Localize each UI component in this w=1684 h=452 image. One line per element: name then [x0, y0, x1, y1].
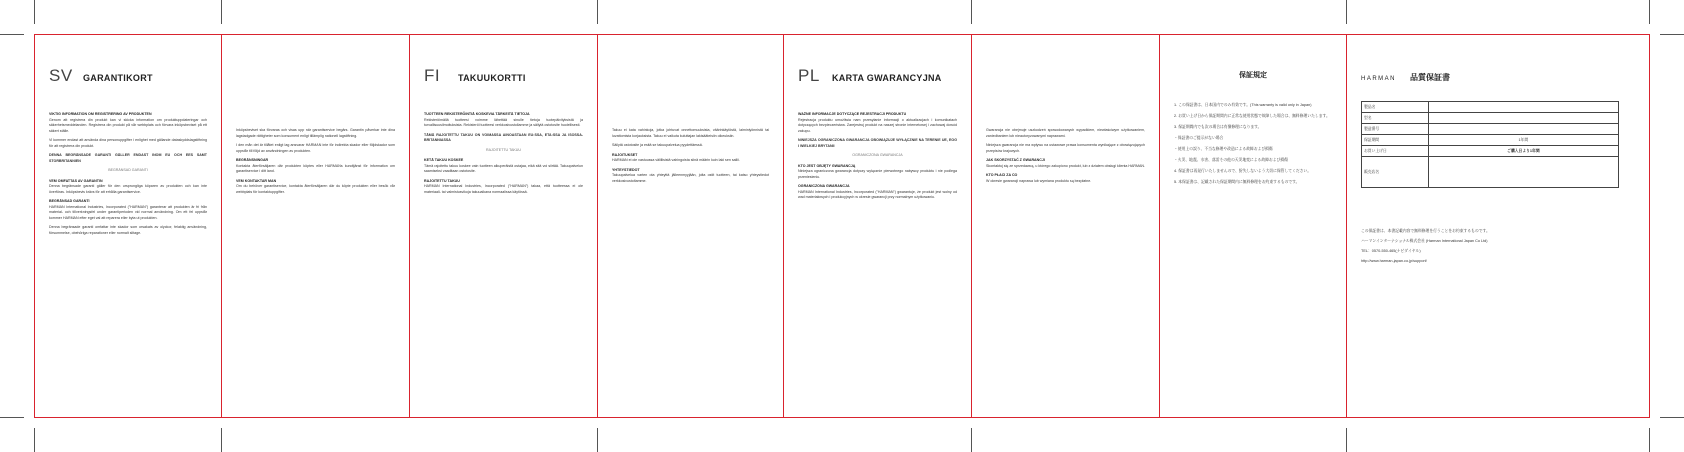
paragraph: Denna begränsade garanti gäller för den ursprungliga köparen av produkten och kan inte överföras. Inköpsbevis krävs för att erhålla garantiservice.: [49, 184, 207, 194]
paragraph: Gwarancja nie obejmuje uszkodzeń spowodowanych wypadkiem, niewłaściwym użytkowaniem, zaniedbaniem lub nieautoryzowanymi naprawami.: [986, 128, 1145, 138]
table-row: [1362, 113, 1619, 124]
section-heading: KTO JEST OBJĘTY GWARANCJĄ: [798, 163, 856, 168]
list-item: ・保証書のご提示がない場合: [1174, 136, 1224, 140]
section-heading: BEGRÄNSNINGAR: [236, 158, 269, 162]
section-caption: RAJOITETTU TAKUU: [485, 147, 521, 152]
paragraph: HARMAN International Industries, Incorporated ("HARMAN") garanterar att produkten är fri från material- och tillverkningsfel under garantiperioden vid normal användning. Om ett fel uppstår kommer HARMAN efter eget val att reparera eller byta ut produkten.: [49, 204, 207, 220]
paragraph: Säilytä ostotosite ja esitä se takuupalvelua pyydettäessä.: [612, 143, 703, 147]
panel-header: [424, 66, 583, 86]
crop-mark: [971, 428, 972, 452]
section-heading: NINIEJSZA OGRANICZONA GWARANCJA OBOWIĄZUJE WYŁĄCZNIE NA TERENIE UE, EOG I WIELKIEJ BRYTANII: [798, 138, 957, 148]
panel-jp-terms: [1160, 34, 1346, 418]
section-heading: VEM KONTAKTAR MAN: [236, 178, 277, 183]
paragraph: Vi kommer endast att använda dina personuppgifter i enlighet med gällande dataskyddslagstiftning för att registrera din produkt.: [49, 138, 207, 148]
brand-logo: HARMAN: [1361, 76, 1397, 82]
section-heading: VEM OMFATTAS AV GARANTIN: [49, 178, 103, 183]
section-caption: OGRANICZONA GWARANCJA: [852, 153, 903, 157]
section-heading: YHTEYSTIEDOT: [612, 167, 640, 172]
section-heading: VIKTIG INFORMATION OM REGISTRERING AV PRODUKTEN: [49, 112, 152, 116]
list-item: 1. この保証書は、日本国内でのみ有効です。(This warranty is valid only in Japan): [1174, 103, 1312, 107]
list-item: 3. 保証期間内でも次の場合は有償修理になります。: [1174, 125, 1262, 129]
panel-title: KARTA GWARANCYJNA: [832, 73, 942, 83]
row-value: [1428, 124, 1618, 135]
paragraph: Takuupalvelua varten ota yhteyttä jälleenmyyjään, jolta ostit tuotteen, tai katso yhteystiedot verkkosivustoltamme.: [612, 173, 769, 183]
row-label: お買い上げ日: [1362, 146, 1429, 157]
language-code: PL: [798, 66, 820, 85]
crop-mark: [34, 0, 35, 24]
body-text: [424, 112, 583, 195]
row-value: [1428, 157, 1618, 188]
section-heading: TÄMÄ RAJOITETTU TAKUU ON VOIMASSA AINOASTAAN EU:SSA, ETA:SSA JA ISOSSA-BRITANNIASSA: [424, 132, 583, 142]
paragraph: HARMAN ei ole vastuussa välillisistä vahingoista siinä määrin kuin laki sen sallii.: [612, 158, 740, 162]
crop-mark: [1346, 0, 1347, 24]
paragraph: HARMAN International Industries, Incorporated ("HARMAN") gwarantuje, że produkt jest wolny od wad materiałowych i produkcyjnych w okresie gwarancji przy normalnym użytkowaniu.: [798, 189, 957, 199]
row-label: 製造番号: [1362, 124, 1429, 135]
note-text: この保証書は、本書記載内容で無料修理を行うことをお約束するものです。: [1361, 229, 1490, 233]
paragraph: Inköpsbeviset ska förvaras och visas upp när garantiservice begärs. Garantin påverkar inte dina lagstadgade rättigheter som konsument enligt tillämplig nationell lagstiftning.: [236, 128, 395, 138]
paragraph: Skontaktuj się ze sprzedawcą, u którego zakupiono produkt, lub z działem obsługi klienta HARMAN.: [986, 163, 1146, 168]
support-url: http://www.harman-japan.co.jp/support/: [1361, 259, 1427, 263]
body-text: [798, 112, 957, 201]
panel-pl-continued: [972, 34, 1159, 418]
crop-mark: [1649, 0, 1650, 24]
crop-mark: [597, 428, 598, 452]
row-label: 製品名: [1362, 102, 1429, 113]
panel-pl: [784, 34, 971, 418]
body-text: [986, 128, 1145, 184]
paragraph: Niniejsza ograniczona gwarancja dotyczy wyłącznie pierwotnego nabywcy produktu i nie podlega przeniesieniu.: [798, 169, 957, 179]
crop-mark: [971, 0, 972, 24]
section-heading: BEGRÄNSAD GARANTI: [49, 199, 90, 203]
panel-fi-continued: [598, 34, 783, 418]
crop-mark: [221, 0, 222, 24]
row-value: [1428, 113, 1618, 124]
list-item: ・火災、地震、水害、落雷その他の天災地変による故障および損傷: [1174, 158, 1288, 162]
paragraph: Rejestracja produktu umożliwia nam przesyłanie informacji o aktualizacjach i komunikatach dotyczących bezpieczeństwa. Zarejestruj produkt na naszej stronie internetowej i zachowaj dowód zakupu.: [798, 117, 957, 133]
panel-header: [49, 66, 207, 86]
paragraph: Tämä rajoitettu takuu koskee vain tuotteen alkuperäistä ostajaa, eikä sitä voi siirtää. Takuupalvelun saamiseksi vaaditaan ostotosite.: [424, 163, 583, 173]
list-item: 2. お買い上げ日から保証期間内に正常な使用状態で故障した場合は、無料修理いたします。: [1174, 114, 1330, 118]
crop-mark: [0, 34, 24, 35]
company-name: ハーマンインターナショナル株式会社 (Harman International Japan Co Ltd): [1361, 239, 1488, 243]
table-row: [1362, 124, 1619, 135]
panel-jp-card: [1347, 34, 1649, 418]
section-heading: RAJOITUKSET: [612, 152, 638, 157]
card-title: 品質保証書: [1410, 73, 1451, 82]
table-row: [1362, 146, 1619, 157]
section-heading: WAŻNE INFORMACJE DOTYCZĄCE REJESTRACJI PRODUKTU: [798, 112, 907, 116]
crop-mark: [34, 428, 35, 452]
section-heading: KTO PŁACI ZA CO: [986, 173, 1018, 177]
language-code: FI: [424, 66, 441, 85]
paragraph: HARMAN International Industries, Incorporated ("HARMAN") takaa, että tuotteessa ei ole materiaali- tai valmistusvikoja takuuaikana normaalissa käytössä.: [424, 184, 583, 194]
row-label: 販売店名: [1362, 157, 1429, 188]
terms-list: [1174, 102, 1332, 186]
list-item: 4. 保証書は再発行いたしませんので、紛失しないよう大切に保管してください。: [1174, 169, 1312, 173]
panel-fi: [410, 34, 597, 418]
panel-sv-continued: [222, 34, 409, 418]
crop-mark: [1346, 428, 1347, 452]
card-notes: [1361, 228, 1619, 264]
table-row: [1362, 157, 1619, 188]
language-code: SV: [49, 66, 73, 85]
list-item: 5. 本保証書は、記載された保証期間内に無料修理をお約束するものです。: [1174, 180, 1300, 184]
crop-mark: [1660, 417, 1684, 418]
row-value: [1428, 102, 1618, 113]
phone-number: TEL：0570-550-465(ナビダイヤル): [1361, 249, 1421, 253]
paragraph: Kontakta återförsäljaren där produkten köptes eller HARMANs kundtjänst för information om garantiservice i ditt land.: [236, 163, 395, 173]
table-row: [1362, 102, 1619, 113]
section-heading: TUOTTEEN REKISTERÖINTIÄ KOSKEVIA TÄRKEITÄ TIETOJA: [424, 112, 530, 116]
body-text: [236, 128, 395, 195]
section-heading: KETÄ TAKUU KOSKEE: [424, 158, 464, 162]
body-text: [49, 112, 207, 236]
crop-mark: [221, 428, 222, 452]
section-heading: JAK SKORZYSTAĆ Z GWARANCJI: [986, 158, 1045, 162]
paragraph: Genom att registrera din produkt kan vi skicka information om produktuppdateringar och säkerhetsmeddelanden. Registrera din produkt på vår webbplats och förvara inköpsbeviset på ett säkert ställe.: [49, 117, 207, 133]
row-value: ご購入日より1年間: [1428, 146, 1618, 157]
paragraph: Rekisteröimällä tuotteesi voimme lähettää sinulle tietoja tuotepäivityksistä ja turvallisuusilmoituksista. Rekisteröi tuotteesi verkkosivustollamme ja säilytä ostotosite huolellisesti.: [424, 117, 583, 127]
row-value: 1年間: [1428, 135, 1618, 146]
crop-mark: [0, 417, 24, 418]
paragraph: Niniejsza gwarancja nie ma wpływu na ustawowe prawa konsumenta wynikające z obowiązujących przepisów krajowych.: [986, 143, 1145, 153]
paragraph: W okresie gwarancji naprawa lub wymiana produktu są bezpłatne.: [986, 178, 1092, 183]
panel-title: TAKUUKORTTI: [458, 73, 526, 83]
paragraph: Om du behöver garantiservice, kontakta återförsäljaren där du köpte produkten eller besök vår webbplats för kontaktuppgifter.: [236, 184, 395, 194]
section-caption: BEGRÄNSAD GARANTI: [108, 168, 148, 172]
panel-header: [798, 66, 957, 86]
crop-mark: [597, 0, 598, 24]
crop-mark: [1649, 428, 1650, 452]
card-header: [1361, 72, 1619, 83]
section-heading: OGRANICZONA GWARANCJA: [798, 184, 850, 188]
section-heading: DENNA BEGRÄNSADE GARANTI GÄLLER ENDAST INOM EU OCH EES SAMT STORBRITANNIEN: [49, 153, 207, 163]
paragraph: Denna begränsade garanti omfattar inte skador som orsakats av olyckor, felaktig användning, försummelse, obehöriga reparationer eller normalt slitage.: [49, 225, 207, 235]
crop-mark: [1660, 34, 1684, 35]
body-text: [612, 128, 769, 184]
paragraph: Takuu ei kata vahinkoja, jotka johtuvat onnettomuuksista, väärinkäytöstä, laiminlyönnistä tai luvattomista korjauksista. Takuu ei vaikuta kuluttajan lakisääteisiin oikeuksiin.: [612, 128, 769, 138]
panel-title: 保証規定: [1239, 72, 1267, 79]
paragraph: I den mån det är tillåtet enligt lag ansvarar HARMAN inte för indirekta skador eller följdskador som uppstår till följd av användningen av produkten.: [236, 143, 395, 153]
panel-title: GARANTIKORT: [83, 73, 153, 83]
table-row: [1362, 135, 1619, 146]
row-label: 型名: [1362, 113, 1429, 124]
list-item: ・使用上の誤り、不当な修理や改造による故障および損傷: [1174, 147, 1273, 151]
row-label: 保証期間: [1362, 135, 1429, 146]
panel-sv: [35, 34, 221, 418]
warranty-table: [1361, 101, 1619, 188]
section-heading: RAJOITETTU TAKUU: [424, 178, 460, 183]
